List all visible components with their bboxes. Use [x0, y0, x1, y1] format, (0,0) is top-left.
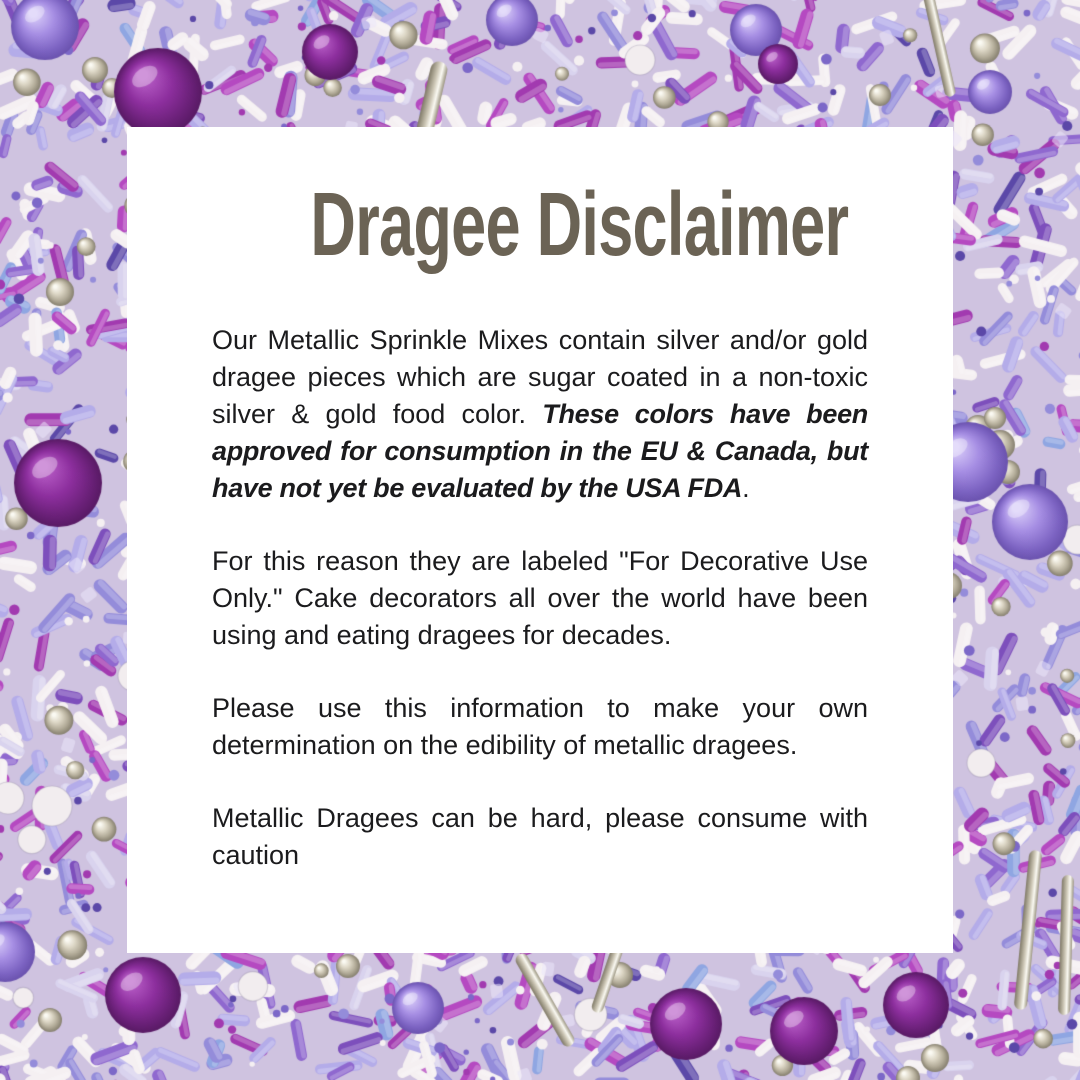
disclaimer-card: [127, 127, 953, 953]
disclaimer-text: Our Metallic Sprinkle Mixes contain silver and/or gold dragee pieces which are sugar coated in a non-toxic silver & gold food color.: [212, 324, 868, 429]
card-title: Dragee Disclaimer: [310, 175, 849, 275]
disclaimer-text: For this reason they are labeled "For Decorative Use Only." Cake decorators all over the world have been using and eating dragees for decades.: [212, 545, 868, 650]
disclaimer-text: Please use this information to make your own determination on the edibility of metallic dragees.: [212, 692, 868, 760]
disclaimer-text: Metallic Dragees can be hard, please consume with caution: [212, 802, 868, 870]
disclaimer-paragraph: [212, 322, 868, 507]
disclaimer-emphasis-text: These colors have been approved for consumption in the EU & Canada, but have not yet be evaluated by the USA FDA: [212, 398, 868, 503]
disclaimer-text: .: [742, 472, 750, 503]
disclaimer-paragraph: [212, 543, 868, 654]
disclaimer-paragraphs: [212, 322, 868, 874]
disclaimer-paragraph: [212, 800, 868, 874]
disclaimer-paragraph: [212, 690, 868, 764]
